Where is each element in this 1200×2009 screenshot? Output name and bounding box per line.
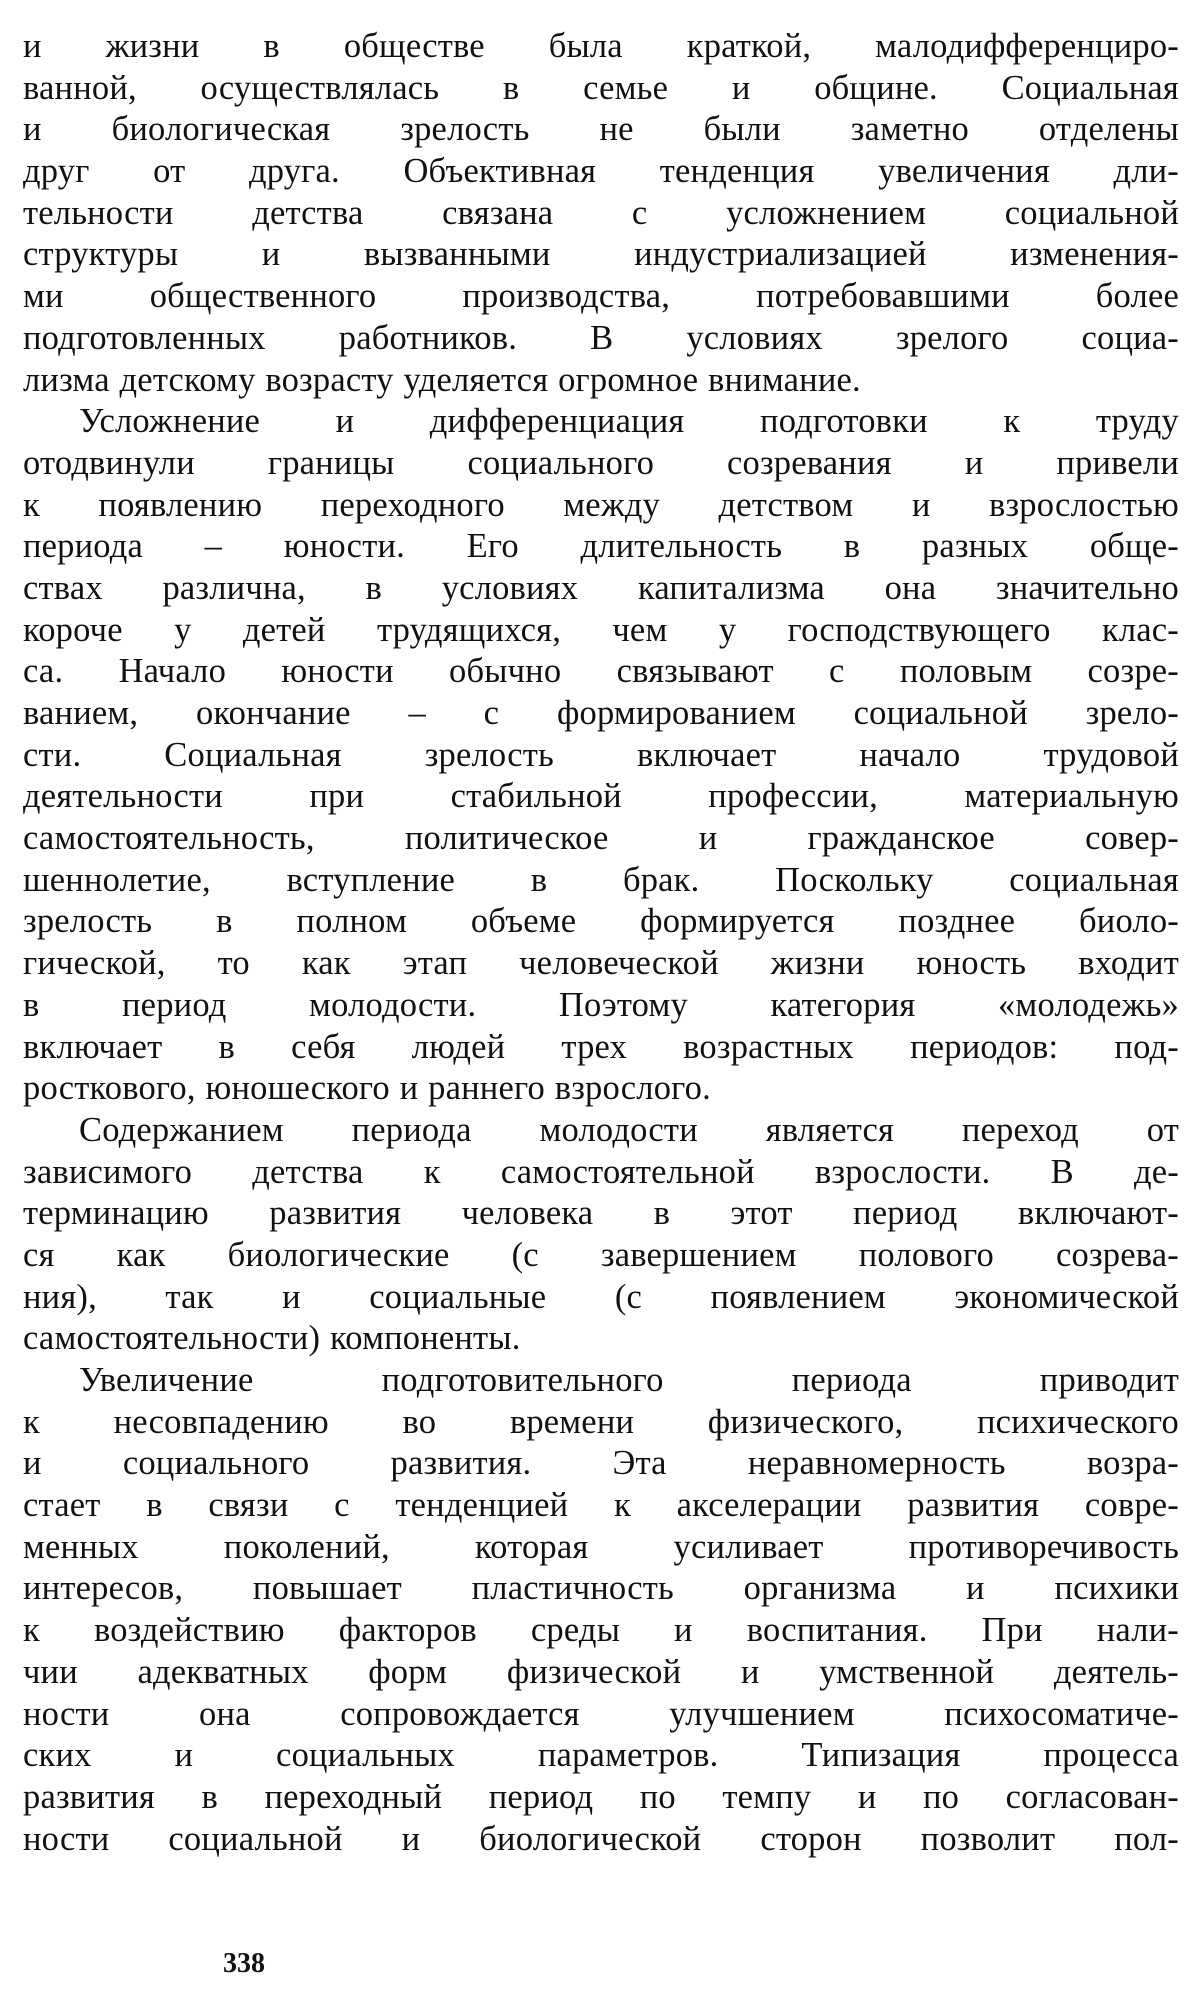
text-line: структуры и вызванными индустриализацией изменения-: [23, 235, 1179, 274]
body-text: [23, 26, 1179, 1860]
text-line: ния), так и социальные (с появлением экономической: [23, 1277, 1179, 1316]
text-line: друг от друга. Объективная тенденция увеличения дли-: [23, 152, 1179, 191]
text-line: чии адекватных форм физической и умственной деятель-: [23, 1652, 1179, 1691]
text-line: менных поколений, которая усиливает противоречивость: [23, 1527, 1179, 1566]
text-line: зависимого детства к самостоятельной взрослости. В де-: [23, 1152, 1179, 1191]
text-line: к воздействию факторов среды и воспитания. При нали-: [23, 1611, 1179, 1650]
text-line: в период молодости. Поэтому категория «молодежь»: [23, 985, 1179, 1024]
text-line: Увеличение подготовительного периода приводит: [79, 1361, 1179, 1399]
text-line: подготовленных работников. В условиях зрелого социа-: [23, 318, 1179, 357]
paragraph-3: [23, 1110, 1179, 1360]
text-line: стает в связи с тенденцией к акселерации развития совре-: [23, 1486, 1179, 1525]
text-line: и биологическая зрелость не были заметно отделены: [23, 110, 1179, 149]
text-line: самостоятельность, политическое и гражданское совер-: [23, 819, 1179, 858]
text-line: ми общественного производства, потребовавшими более: [23, 277, 1179, 316]
text-line: росткового, юношеского и раннего взрослого.: [23, 1069, 711, 1108]
text-line: ских и социальных параметров. Типизация процесса: [23, 1736, 1179, 1775]
text-line: ности социальной и биологической сторон позволит пол-: [23, 1819, 1179, 1858]
paragraph-1: [23, 26, 1179, 401]
text-line: отодвинули границы социального созревания и привели: [23, 443, 1179, 482]
text-line: к появлению переходного между детством и взрослостью: [23, 485, 1179, 524]
text-line: гической, то как этап человеческой жизни юность входит: [23, 944, 1179, 983]
text-line: са. Начало юности обычно связывают с половым созре-: [23, 652, 1179, 691]
text-line: развития в переходный период по темпу и по согласован-: [23, 1777, 1179, 1816]
text-line: зрелость в полном объеме формируется позднее биоло-: [23, 902, 1179, 941]
text-line: короче у детей трудящихся, чем у господствующего клас-: [23, 610, 1179, 649]
text-line: лизма детскому возрасту уделяется огромное внимание.: [23, 360, 861, 399]
text-line: и жизни в обществе была краткой, малодифференциро-: [23, 27, 1179, 65]
text-line: Усложнение и дифференциация подготовки к труду: [79, 402, 1179, 441]
text-line: периода – юности. Его длительность в разных обще-: [23, 527, 1179, 566]
text-line: и социального развития. Эта неравномерность возра-: [23, 1444, 1179, 1483]
text-line: интересов, повышает пластичность организма и психики: [23, 1569, 1179, 1608]
text-line: ванной, осуществлялась в семье и общине. Социальная: [23, 68, 1179, 107]
text-line: ности она сопровождается улучшением психосоматиче-: [23, 1694, 1179, 1733]
paragraph-2: [23, 401, 1179, 1110]
text-line: шеннолетие, вступление в брак. Поскольку социальная: [23, 860, 1179, 899]
text-line: сти. Социальная зрелость включает начало трудовой: [23, 735, 1179, 774]
text-line: тельности детства связана с усложнением социальной: [23, 193, 1179, 232]
text-line: к несовпадению во времени физического, психического: [23, 1402, 1179, 1441]
text-line: ванием, окончание – с формированием социальной зрело-: [23, 694, 1179, 732]
text-line: ся как биологические (с завершением полового созрева-: [23, 1235, 1179, 1274]
text-line: самостоятельности) компоненты.: [23, 1319, 521, 1358]
text-line: ствах различна, в условиях капитализма она значительно: [23, 568, 1179, 607]
text-line: Содержанием периода молодости является переход от: [79, 1110, 1179, 1149]
text-line: деятельности при стабильной профессии, материальную: [23, 777, 1179, 816]
page-number: 338: [223, 1948, 265, 1979]
paragraph-4: [23, 1360, 1179, 1860]
text-line: включает в себя людей трех возрастных периодов: под-: [23, 1027, 1179, 1066]
text-line: терминацию развития человека в этот период включают-: [23, 1194, 1179, 1233]
